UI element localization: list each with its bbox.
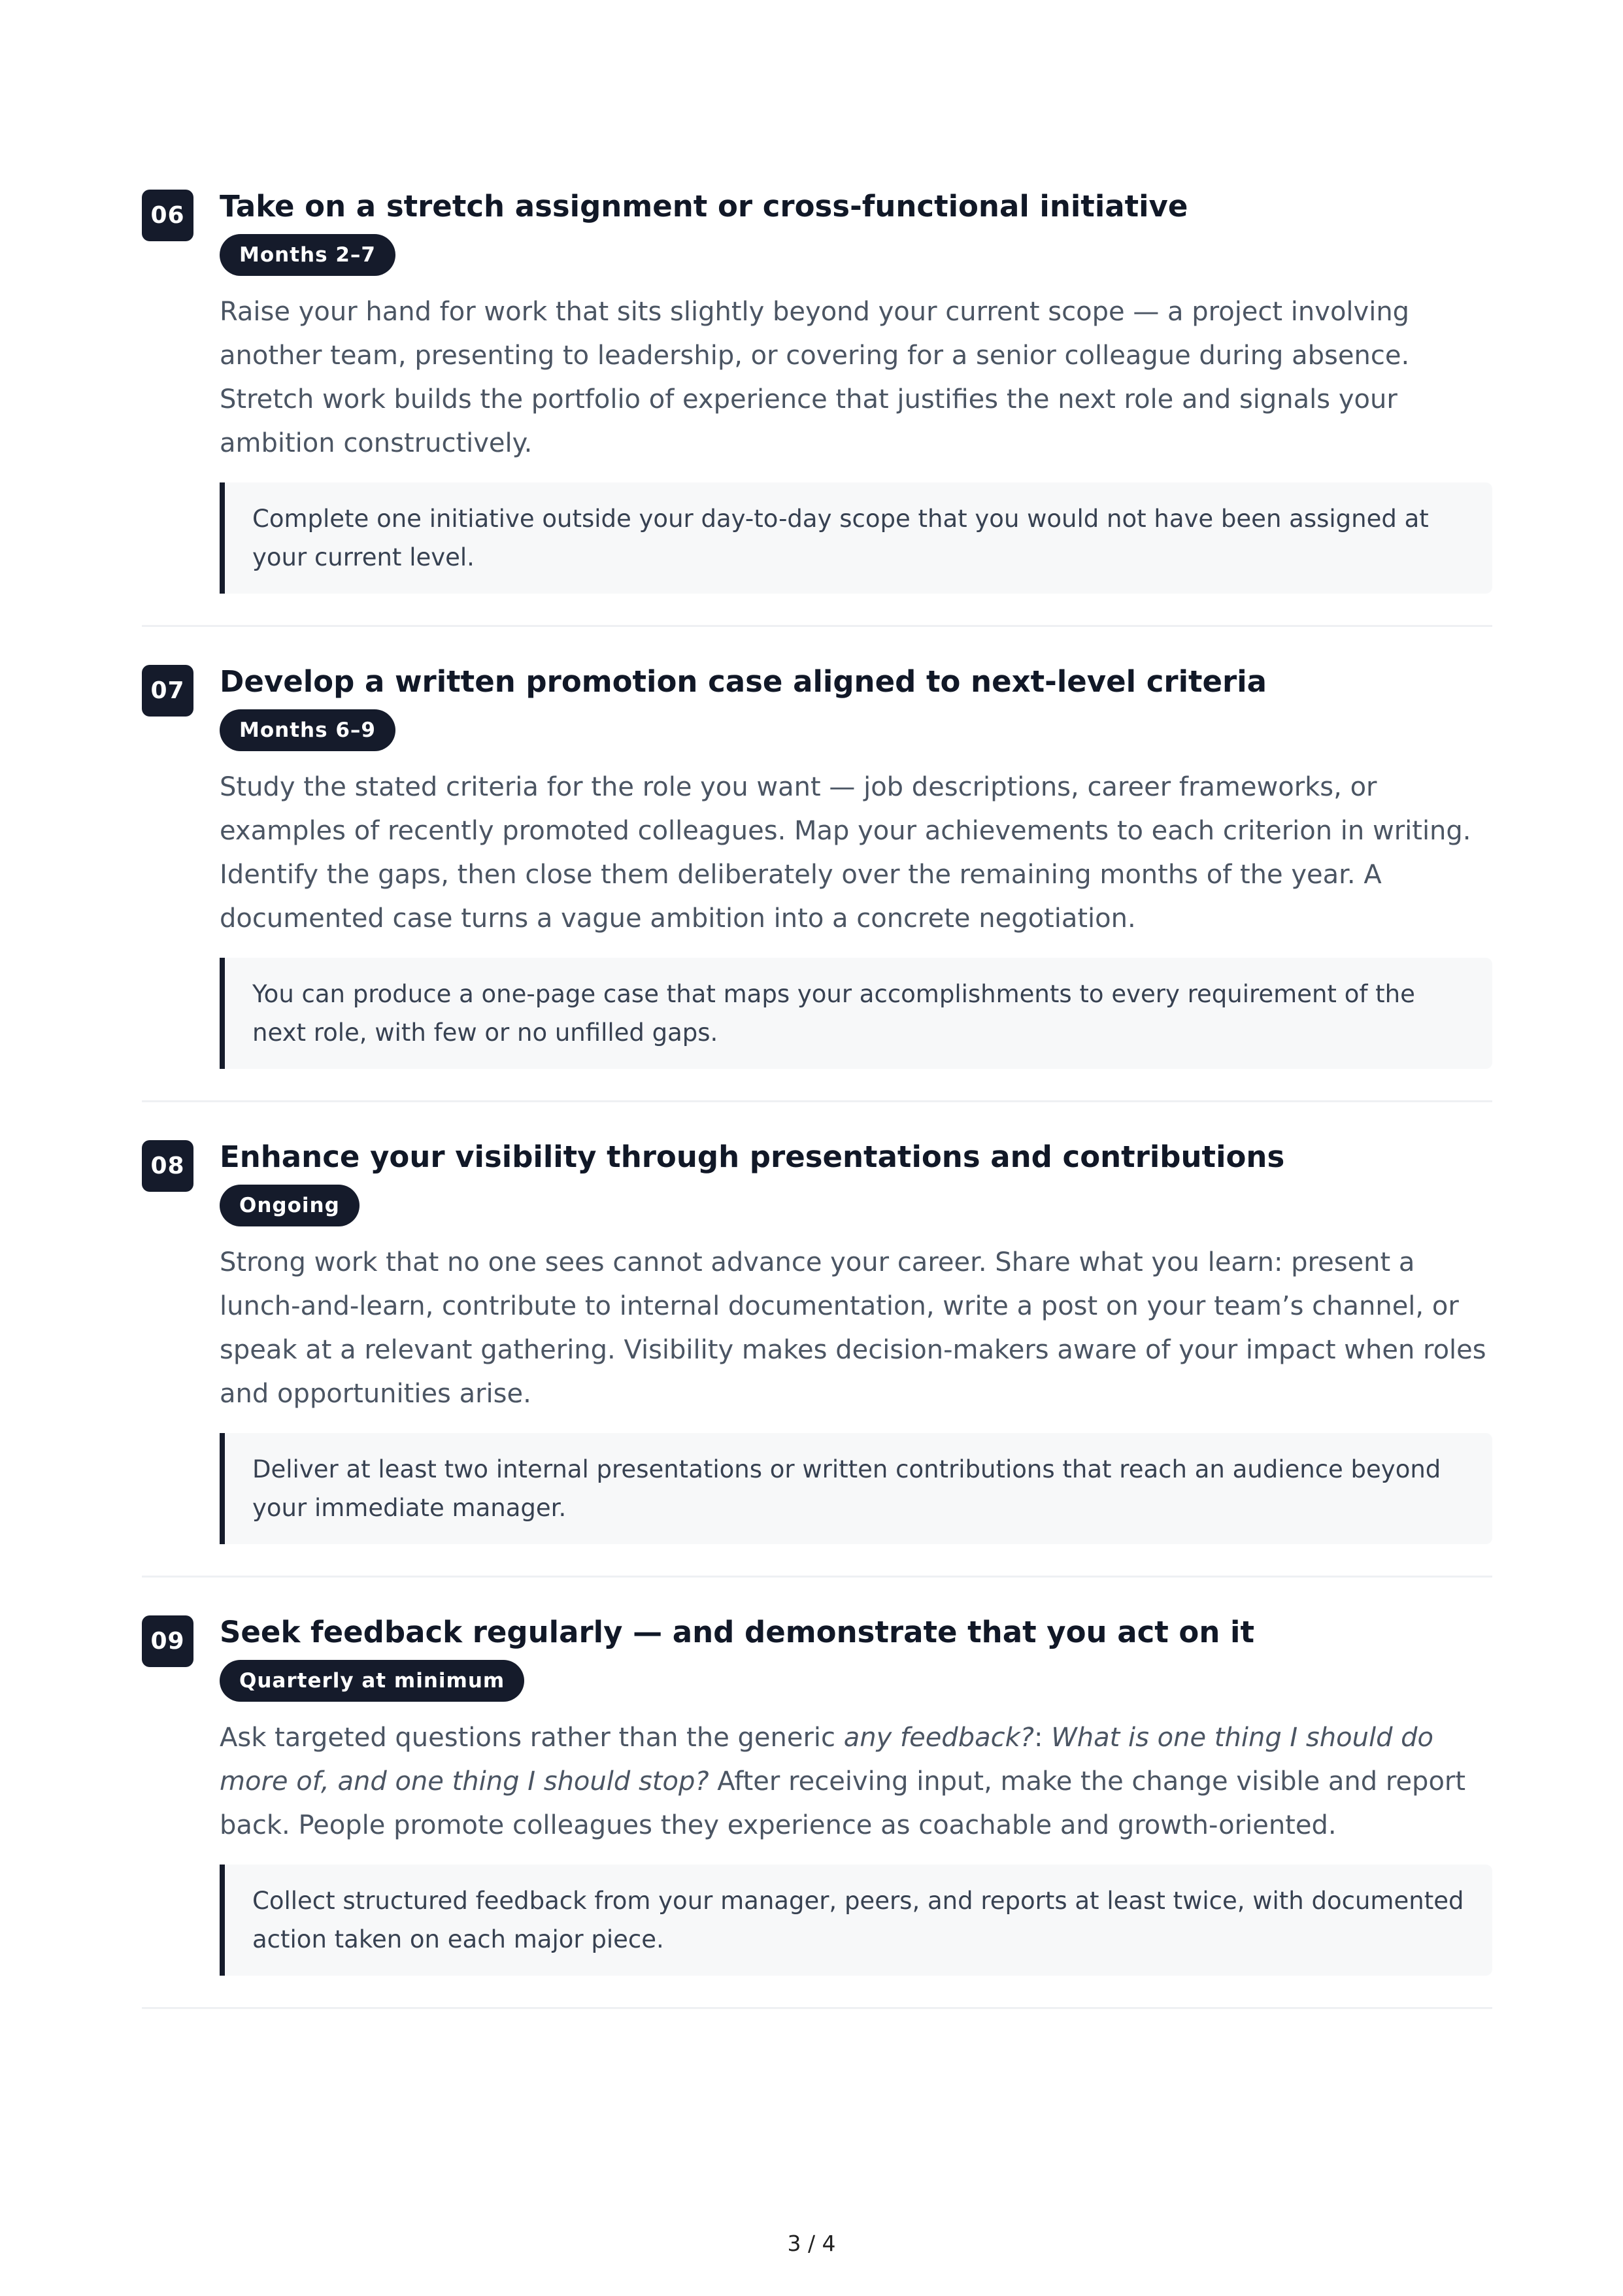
plan-item-08 (142, 1136, 1492, 1578)
step-number: 08 (142, 1140, 193, 1192)
timeline-badge: Months 6–9 (220, 709, 395, 751)
timeline-badge: Ongoing (220, 1185, 360, 1226)
step-title: Take on a stretch assignment or cross-functional initiative (220, 189, 1188, 224)
action-plan-list (142, 186, 1492, 2043)
step-description: Strong work that no one sees cannot advance your career. Share what you learn: present a lunch-and-learn, contribute to internal documentation, write a post on your team’s channel, or speak at a relevant gathering. Visibility makes decision-makers aware of your impact when roles and opportunities arise. (220, 1247, 1486, 1409)
step-description: Raise your hand for work that sits slightly beyond your current scope — a project involving another team, presenting to leadership, or covering for a senior colleague during absence. Stretch work builds the portfolio of experience that justifies the next role and signals your ambition constructively. (220, 297, 1410, 458)
description-quote: any feedback? (843, 1723, 1034, 1753)
page-indicator: 3 / 4 (787, 2231, 836, 2256)
description-quote: What is one thing I should do more of, and one thing I should stop? (220, 1723, 1434, 1797)
step-number: 06 (142, 190, 193, 241)
step-description: Study the stated criteria for the role you want — job descriptions, career frameworks, or examples of recently promoted colleagues. Map your achievements to each criterion in writing. Identify the gaps, then close them deliberately over the remaining months of the year. A documented case turns a vague ambition into a concrete negotiation. (220, 772, 1471, 934)
success-criterion: Complete one initiative outside your day-to-day scope that you would not have been assigned at your current level. (220, 482, 1492, 594)
timeline-badge: Months 2–7 (220, 234, 395, 276)
step-title: Seek feedback regularly — and demonstrate that you act on it (220, 1615, 1254, 1649)
step-title: Enhance your visibility through presentations and contributions (220, 1140, 1285, 1174)
step-description (220, 1716, 1492, 1848)
description-text: Ask targeted questions rather than the generic (220, 1723, 844, 1753)
success-criterion: You can produce a one-page case that maps your accomplishments to every requirement of the next role, with few or no unfilled gaps. (220, 958, 1492, 1069)
timeline-badge: Quarterly at minimum (220, 1660, 524, 1702)
description-text: : (1033, 1723, 1052, 1753)
plan-item-06 (142, 186, 1492, 627)
success-criterion: Deliver at least two internal presentations or written contributions that reach an audience beyond your immediate manager. (220, 1433, 1492, 1544)
success-criterion: Collect structured feedback from your manager, peers, and reports at least twice, with documented action taken on each major piece. (220, 1865, 1492, 1976)
plan-item-07 (142, 661, 1492, 1102)
step-number: 07 (142, 665, 193, 717)
description-text: After receiving input, make the change visible and report back. People promote colleagues they experience as coachable and growth-oriented. (220, 1766, 1466, 1840)
step-number: 09 (142, 1615, 193, 1667)
step-title: Develop a written promotion case aligned to next-level criteria (220, 664, 1267, 699)
plan-item-09 (142, 1612, 1492, 2009)
